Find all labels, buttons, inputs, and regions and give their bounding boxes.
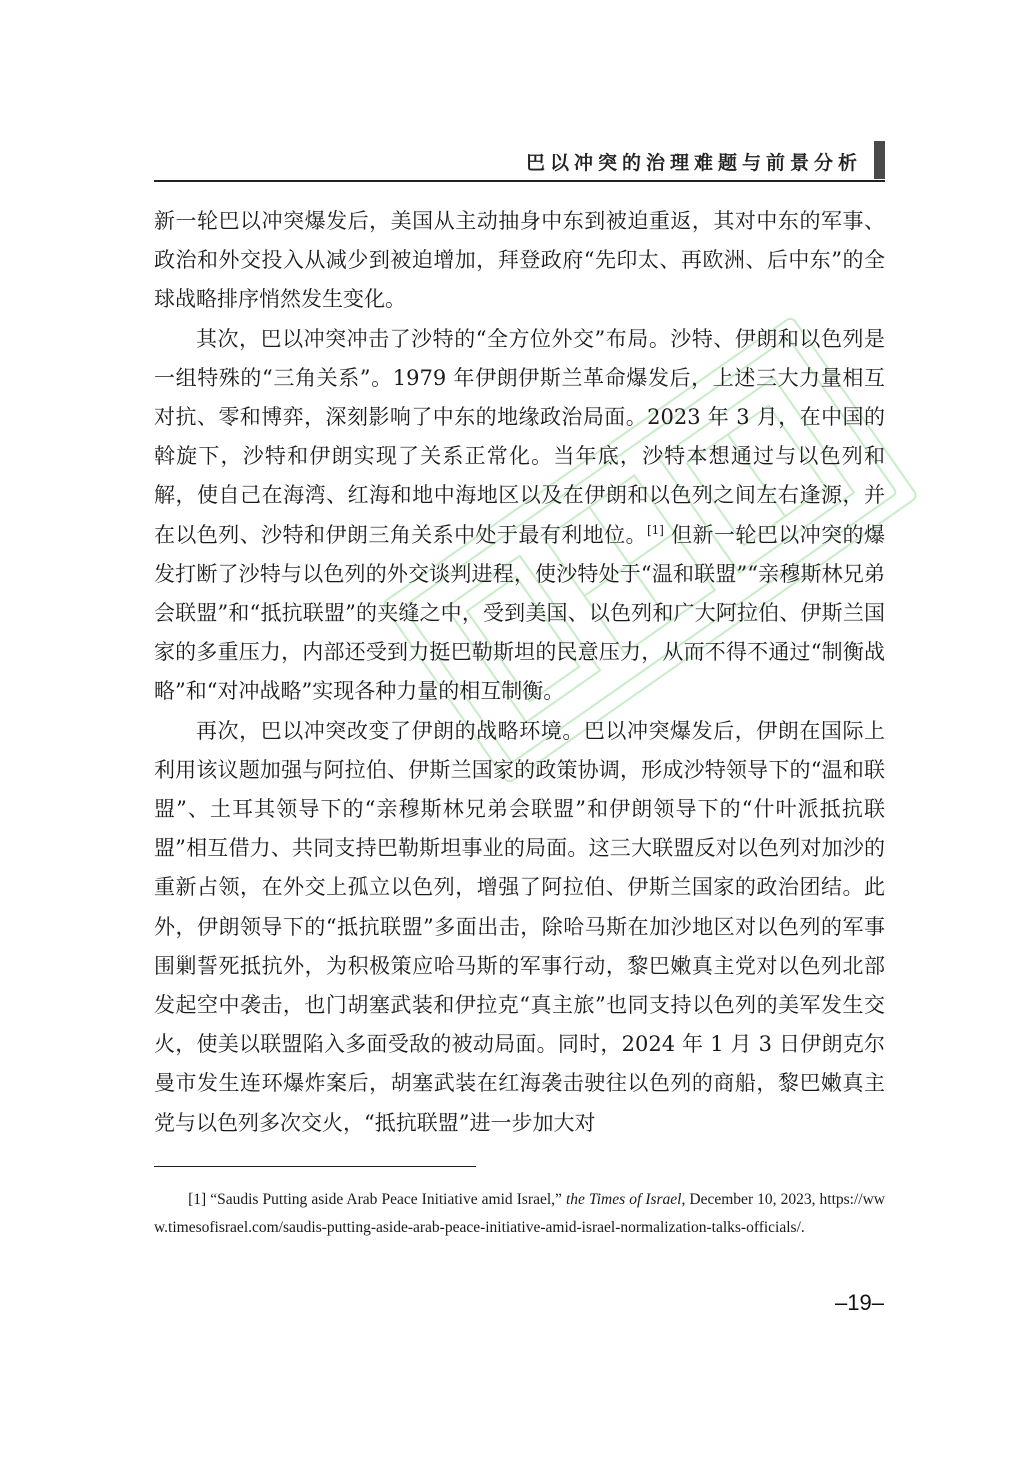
paragraph-3: 再次，巴以冲突改变了伊朗的战略环境。巴以冲突爆发后，伊朗在国际上利用该议题加强与阿拉伯、伊斯兰国家的政策协调，形成沙特领导下的“温和联盟”、土耳其领导下的“亲穆斯林兄弟会联盟”和伊朗领导下的“什叶派抵抗联盟”相互借力、共同支持巴勒斯坦事业的局面。这三大联盟反对以色列对加沙的重新占领，在外交上孤立以色列，增强了阿拉伯、伊斯兰国家的政治团结。此外，伊朗领导下的“抵抗联盟”多面出击，除哈马斯在加沙地区对以色列的军事围剿誓死抵抗外，为积极策应哈马斯的军事行动，黎巴嫩真主党对以色列北部发起空中袭击，也门胡塞武装和伊拉克“真主旅”也同支持以色列的美军发生交火，使美以联盟陷入多面受敌的被动局面。同时，2024 年 1 月 3 日伊朗克尔曼市发生连环爆炸案后，胡塞武装在红海袭击驶往以色列的商船，黎巴嫩真主党与以色列多次交火，“抵抗联盟”进一步加大对 xyxy=(154,718,885,1135)
footnote-text-b[interactable]: , December 10, 2023, https://www.timesofisrael.com/saudis-putting-aside-arab-peace-initiative-amid-israel-normalization-talks-officials/. xyxy=(154,1191,885,1236)
paragraph-2 xyxy=(154,320,885,712)
running-header-title: 巴以冲突的治理难题与前景分析 xyxy=(525,152,862,174)
paragraph-2-text-b: 但新一轮巴以冲突的爆发打断了沙特与以色列的外交谈判进程，使沙特处于“温和联盟”“亲穆斯林兄弟会联盟”和“抵抗联盟”的夹缝之中，受到美国、以色列和广大阿拉伯、伊斯兰国家的多重压力，内部还受到力挺巴勒斯坦的民意压力，从而不得不通过“制衡战略”和“对冲战略”实现各种力量的相互制衡。 xyxy=(154,522,885,704)
footnote-source: the Times of Israel xyxy=(565,1191,682,1208)
footnote-body xyxy=(154,1186,885,1242)
footnote-marker: [1] xyxy=(188,1191,207,1208)
footnote-separator xyxy=(154,1166,476,1167)
page-number: –19– xyxy=(835,1290,884,1315)
footnote-text-a: “Saudis Putting aside Arab Peace Initiative amid Israel,” xyxy=(206,1191,566,1208)
footnote xyxy=(154,1186,885,1242)
paragraph-2-text-a: 其次，巴以冲突冲击了沙特的“全方位外交”布局。沙特、伊朗和以色列是一组特殊的“三角关系”。1979 年伊朗伊斯兰革命爆发后，上述三大力量相互对抗、零和博弈，深刻影响了中东的地缘政治局面。2023 年 3 月，在中国的斡旋下，沙特和伊朗实现了关系正常化。当年底，沙特本想通过与以色列和解，使自己在海湾、红海和地中海地区以及在伊朗和以色列之间左右逢源，并在以色列、沙特和伊朗三角关系中处于最有利地位。 xyxy=(154,326,885,547)
header-rule xyxy=(154,180,885,182)
header-accent-bar xyxy=(874,141,885,179)
body-text xyxy=(154,202,885,1143)
paragraph-1: 新一轮巴以冲突爆发后，美国从主动抽身中东到被迫重返，其对中东的军事、政治和外交投入从减少到被迫增加，拜登政府“先印太、再欧洲、后中东”的全球战略排序悄然发生变化。 xyxy=(154,209,885,312)
footnote-reference[interactable]: [1] xyxy=(646,522,664,537)
